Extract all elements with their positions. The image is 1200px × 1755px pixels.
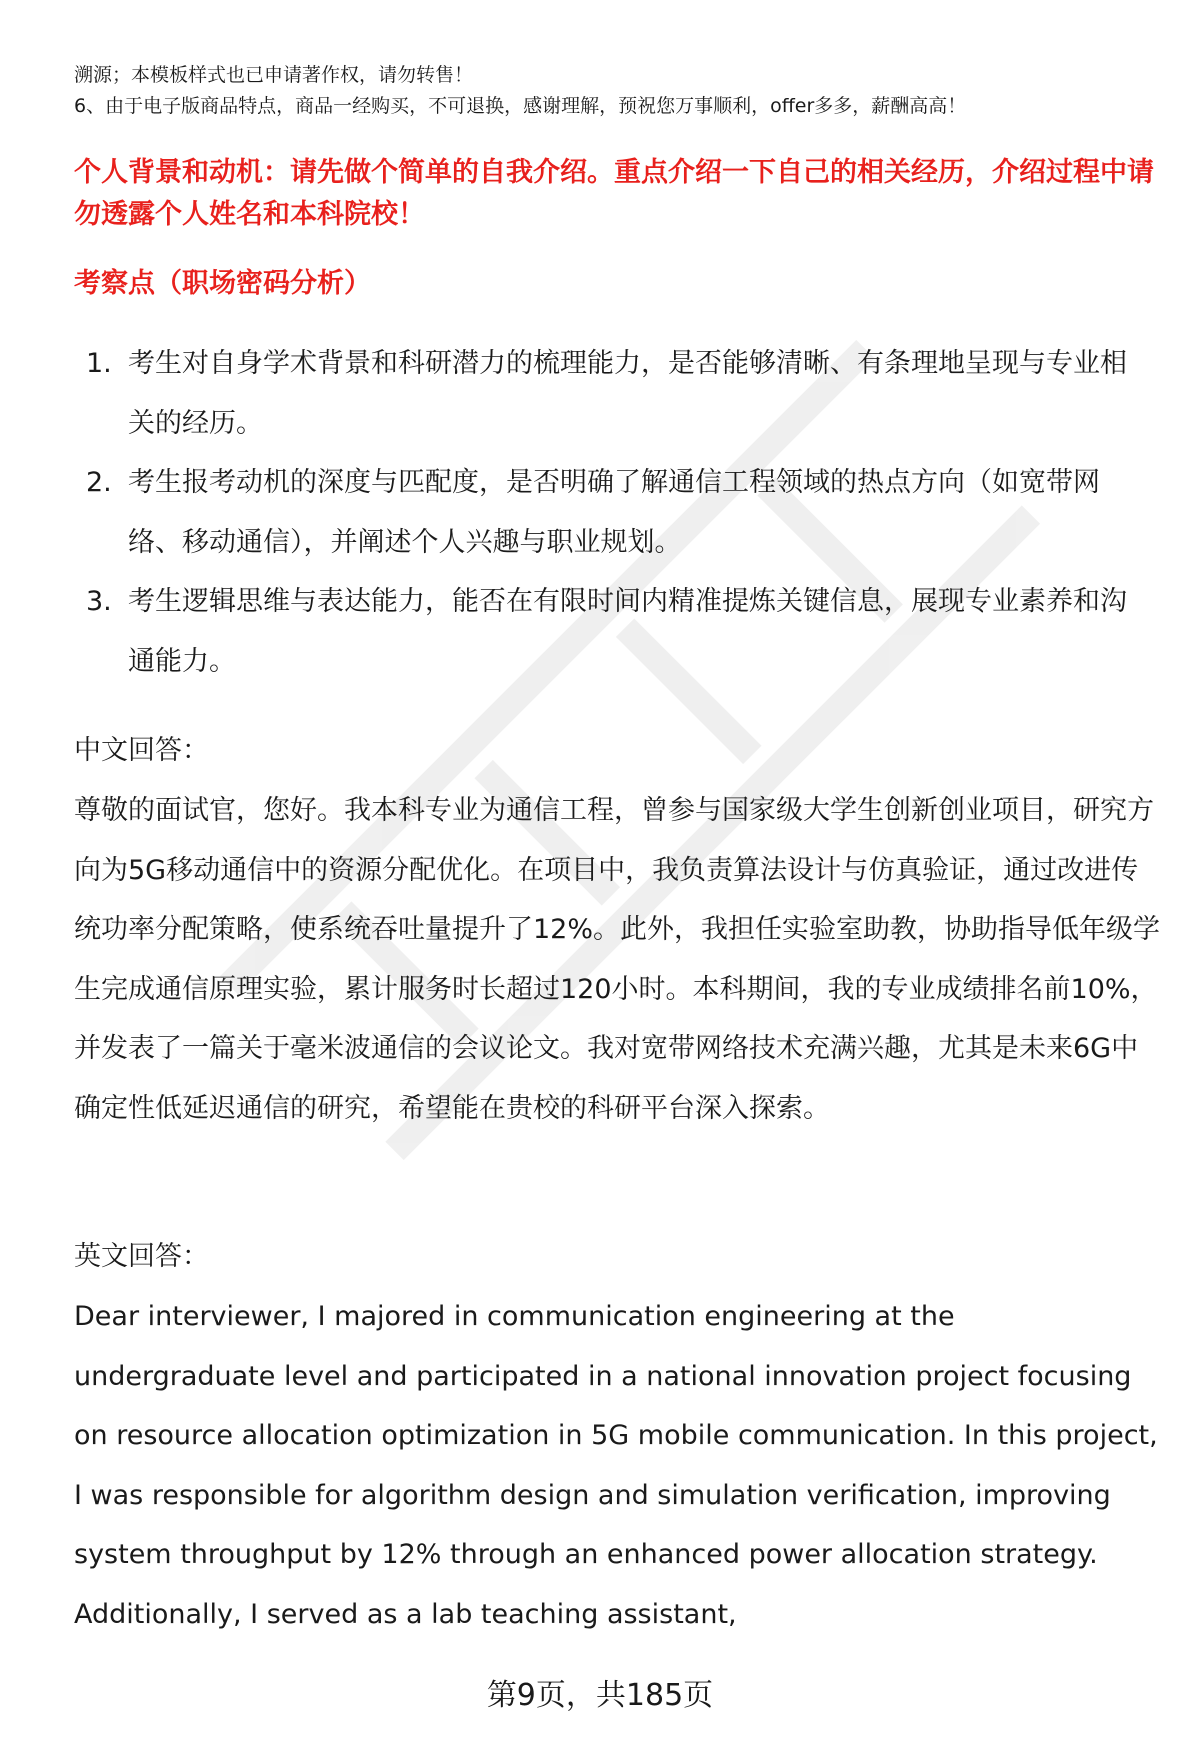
chinese-answer-label: 中文回答： — [74, 735, 209, 766]
list-text: 考生报考动机的深度与匹配度，是否明确了解通信工程领域的热点方向（如宽带网络、移动通信），并阐述个人兴趣与职业规划。 — [128, 467, 1100, 558]
list-text: 考生逻辑思维与表达能力，能否在有限时间内精准提炼关键信息，展现专业素养和沟通能力。 — [128, 586, 1127, 677]
assessment-points — [74, 334, 1144, 691]
list-item — [74, 334, 1144, 453]
notice-text — [74, 60, 1134, 122]
english-answer-label: 英文回答： — [74, 1241, 209, 1272]
list-text: 考生对自身学术背景和科研潜力的梳理能力，是否能够清晰、有条理地呈现与专业相关的经历。 — [128, 348, 1127, 439]
page-number: 第9页，共185页 — [486, 1678, 714, 1713]
english-answer-text: Dear interviewer, I majored in communication engineering at the undergraduate level and participated in a national innovation project focusing on resource allocation optimization in 5G mobile communication. In this project, I was responsible for algorithm design and simulation verification, improving system throughput by 12% through an enhanced power allocation strategy. Additionally, I served as a lab teaching assistant, — [74, 1301, 1158, 1630]
question-heading: 个人背景和动机：请先做个简单的自我介绍。重点介绍一下自己的相关经历，介绍过程中请勿透露个人姓名和本科院校！ — [74, 157, 1154, 230]
list-item — [74, 572, 1144, 691]
chinese-answer-text: 尊敬的面试官，您好。我本科专业为通信工程，曾参与国家级大学生创新创业项目，研究方向为5G移动通信中的资源分配优化。在项目中，我负责算法设计与仿真验证，通过改进传统功率分配策略，使系统吞吐量提升了12%。此外，我担任实验室助教，协助指导低年级学生完成通信原理实验，累计服务时长超过120小时。本科期间，我的专业成绩排名前10%，并发表了一篇关于毫米波通信的会议论文。我对宽带网络技术充满兴趣，尤其是未来6G中确定性低延迟通信的研究，希望能在贵校的科研平台深入探索。 — [74, 795, 1161, 1124]
list-item — [74, 453, 1144, 572]
notice-line-1: 溯源；本模板样式也已申请著作权，请勿转售！ — [74, 64, 474, 86]
list-number: 3. — [86, 586, 112, 617]
list-number: 1. — [86, 348, 112, 379]
list-number: 2. — [86, 467, 112, 498]
notice-line-2: 6、由于电子版商品特点，商品一经购买，不可退换，感谢理解，预祝您万事顺利，offer多多，薪酬高高！ — [74, 95, 967, 117]
assessment-subheading: 考察点（职场密码分析） — [74, 268, 371, 299]
